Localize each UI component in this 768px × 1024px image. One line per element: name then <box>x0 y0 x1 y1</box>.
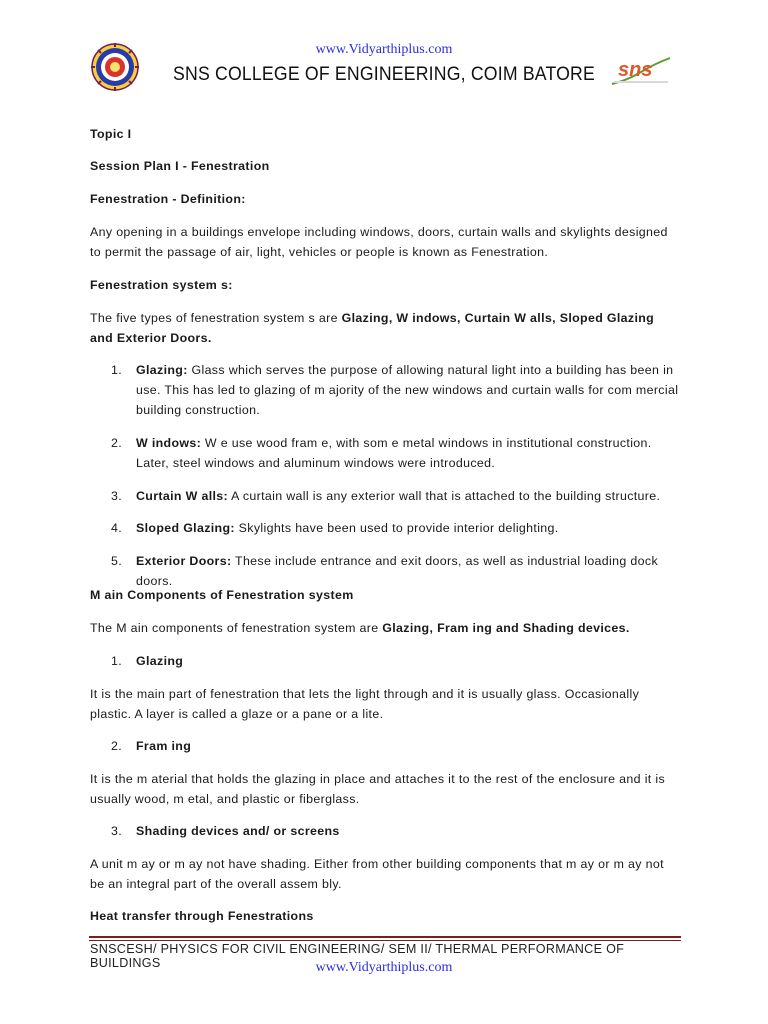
footer-course-line: SNSCESH/ PHYSICS FOR CIVIL ENGINEERING/ SEM II/ THERMAL PERFORMANCE OF BUILDINGS <box>90 942 625 970</box>
topic-label: Topic I <box>90 127 132 141</box>
list-term: Exterior Doors: <box>136 554 232 568</box>
header-url-link[interactable]: www.Vidyarthiplus.com <box>315 42 453 57</box>
list-description: W e use wood fram e, with som e metal windows in institutional construction. Later, steel windows and aluminum windows were introduced. <box>136 436 652 470</box>
components-heading: M ain Components of Fenestration system <box>90 588 354 602</box>
list-number: 5. <box>111 554 123 568</box>
component-title: Glazing <box>136 654 184 668</box>
list-text <box>136 486 681 506</box>
definition-heading: Fenestration - Definition: <box>90 192 246 206</box>
systems-heading: Fenestration system s: <box>90 278 233 292</box>
list-description: Skylights have been used to provide interior delighting. <box>234 521 559 535</box>
components-intro-text: The M ain components of fenestration system are <box>90 621 383 635</box>
footer-rule-thin <box>89 940 681 941</box>
list-number: 1. <box>111 363 123 377</box>
component-title: Fram ing <box>136 739 192 753</box>
systems-intro-bold: Glazing, W indows, Curtain W alls, Sloped Glazing and Exterior Doors. <box>90 311 655 345</box>
list-text <box>136 518 681 538</box>
list-text <box>136 360 681 420</box>
footer-url-link[interactable]: www.Vidyarthiplus.com <box>315 960 453 975</box>
component-number: 3. <box>111 824 123 838</box>
list-term: W indows: <box>136 436 202 450</box>
component-number: 2. <box>111 739 123 753</box>
components-intro <box>90 618 680 638</box>
components-intro-bold: Glazing, Fram ing and Shading devices. <box>382 621 630 635</box>
systems-intro-text: The five types of fenestration system s are <box>90 311 342 325</box>
sns-logo <box>608 54 674 88</box>
list-number: 3. <box>111 489 123 503</box>
component-description: A unit m ay or m ay not have shading. Either from other building components that m ay or m ay not be an integral part of the overall assem bly. <box>90 857 664 891</box>
list-number: 2. <box>111 436 123 450</box>
list-description: Glass which serves the purpose of allowing natural light into a building has been in use. This has led to glazing of m ajority of the new windows and curtain walls for com mercial building construction. <box>136 363 679 417</box>
list-term: Curtain W alls: <box>136 489 228 503</box>
component-description: It is the main part of fenestration that lets the light through and it is usually glass. Occasionally plastic. A layer is called a glaze or a pane or a lite. <box>90 687 640 721</box>
list-term: Sloped Glazing: <box>136 521 235 535</box>
component-description: It is the m aterial that holds the glazing in place and attaches it to the rest of the enclosure and it is usually wood, m etal, and plastic or fiberglass. <box>90 772 666 806</box>
list-description: A curtain wall is any exterior wall that is attached to the building structure. <box>228 489 661 503</box>
list-term: Glazing: <box>136 363 188 377</box>
heat-transfer-heading: Heat transfer through Fenestrations <box>90 909 314 923</box>
sns-logo-text: sns <box>618 59 653 81</box>
component-title: Shading devices and/ or screens <box>136 824 340 838</box>
list-number: 4. <box>111 521 123 535</box>
header-title: SNS COLLEGE OF ENGINEERING, COIM BATORE <box>173 64 595 85</box>
list-description: These include entrance and exit doors, as well as industrial loading dock doors. <box>136 554 658 588</box>
definition-paragraph: Any opening in a buildings envelope including windows, doors, curtain walls and skylights designed to permit the passage of air, light, vehicles or people is known as Fenestration. <box>90 225 668 259</box>
list-text <box>136 433 681 473</box>
session-plan-heading: Session Plan I - Fenestration <box>90 159 270 173</box>
systems-intro <box>90 308 680 348</box>
component-number: 1. <box>111 654 123 668</box>
footer-rule <box>89 936 681 938</box>
